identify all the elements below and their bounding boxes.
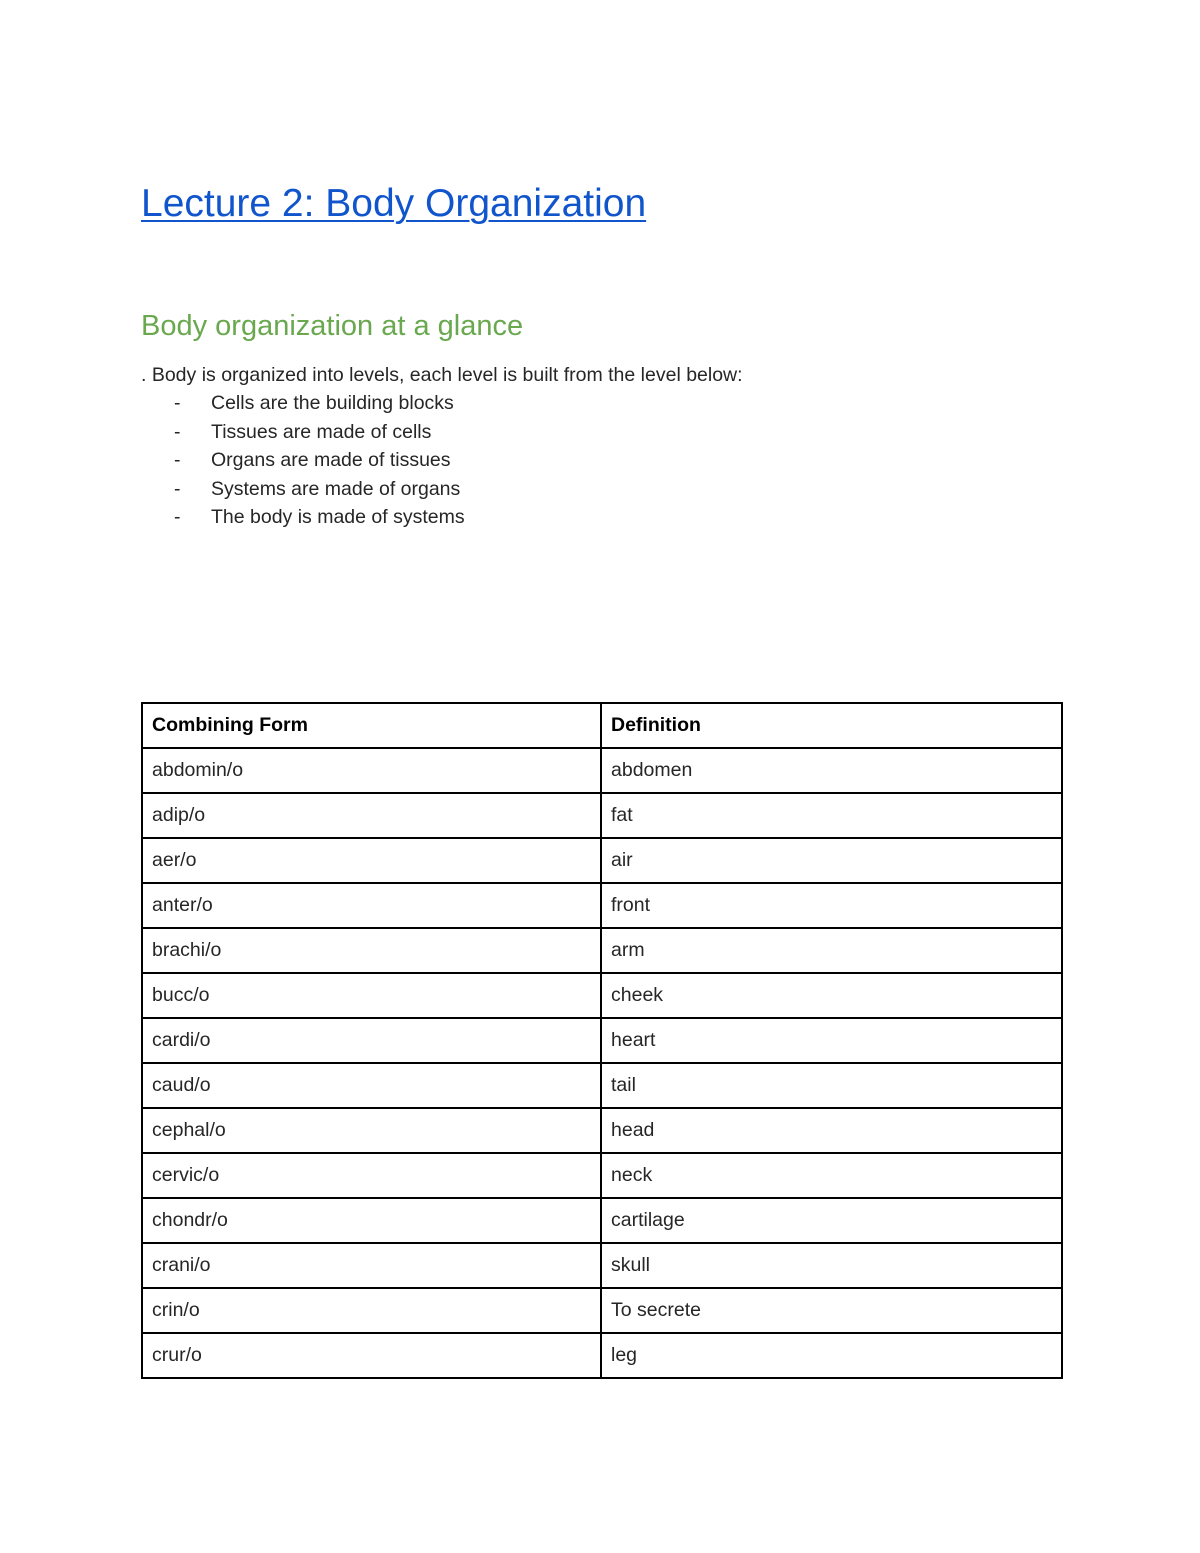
bullet-dash: - xyxy=(174,392,181,414)
list-item-text: Cells are the building blocks xyxy=(211,392,454,414)
section-heading: Body organization at a glance xyxy=(141,310,524,342)
combining-forms-table xyxy=(141,702,1063,1379)
bullet-dash: - xyxy=(174,449,181,472)
definition-cell: cartilage xyxy=(601,1198,1062,1243)
table-row xyxy=(142,748,1062,793)
definition-cell: cheek xyxy=(601,973,1062,1018)
list-item-text: Systems are made of organs xyxy=(211,477,461,500)
bullet-dash: - xyxy=(174,506,181,529)
list-item-text: The body is made of systems xyxy=(211,506,465,529)
table-row xyxy=(142,1108,1062,1153)
table-row xyxy=(142,1153,1062,1198)
combining-form-cell: cardi/o xyxy=(142,1018,601,1063)
combining-form-cell: crin/o xyxy=(142,1288,601,1333)
table-row xyxy=(142,793,1062,838)
definition-cell: neck xyxy=(601,1153,1062,1198)
combining-form-cell: brachi/o xyxy=(142,928,601,973)
table-row xyxy=(142,1063,1062,1108)
bullet-dash: - xyxy=(174,420,181,443)
definition-cell: abdomen xyxy=(601,748,1062,793)
combining-form-cell: anter/o xyxy=(142,883,601,928)
table-row xyxy=(142,973,1062,1018)
header-definition: Definition xyxy=(601,703,1062,748)
definition-cell: fat xyxy=(601,793,1062,838)
table-row xyxy=(142,928,1062,973)
header-combining-form: Combining Form xyxy=(142,703,601,748)
definition-cell: heart xyxy=(601,1018,1062,1063)
definition-cell: To secrete xyxy=(601,1288,1062,1333)
page-title[interactable]: Lecture 2: Body Organization xyxy=(141,182,647,225)
combining-form-cell: cephal/o xyxy=(142,1108,601,1153)
combining-form-cell: aer/o xyxy=(142,838,601,883)
combining-form-cell: crur/o xyxy=(142,1333,601,1378)
definition-cell: front xyxy=(601,883,1062,928)
definition-cell: head xyxy=(601,1108,1062,1153)
combining-form-cell: caud/o xyxy=(142,1063,601,1108)
definition-cell: skull xyxy=(601,1243,1062,1288)
list-item-text: Tissues are made of cells xyxy=(211,420,432,443)
definition-cell: tail xyxy=(601,1063,1062,1108)
table-header-row xyxy=(142,703,1062,748)
bullet-dash: - xyxy=(174,477,181,500)
table-row xyxy=(142,1288,1062,1333)
definition-cell: air xyxy=(601,838,1062,883)
table-row xyxy=(142,838,1062,883)
definition-cell: arm xyxy=(601,928,1062,973)
intro-paragraph: . Body is organized into levels, each level is built from the level below: xyxy=(141,364,743,386)
table-row xyxy=(142,1333,1062,1378)
table-row xyxy=(142,1243,1062,1288)
combining-form-cell: abdomin/o xyxy=(142,748,601,793)
definition-cell: leg xyxy=(601,1333,1062,1378)
table-row xyxy=(142,883,1062,928)
combining-form-cell: adip/o xyxy=(142,793,601,838)
table-row xyxy=(142,1018,1062,1063)
table-row xyxy=(142,1198,1062,1243)
combining-form-cell: chondr/o xyxy=(142,1198,601,1243)
list-item-text: Organs are made of tissues xyxy=(211,449,451,472)
combining-form-cell: crani/o xyxy=(142,1243,601,1288)
combining-form-cell: bucc/o xyxy=(142,973,601,1018)
combining-form-cell: cervic/o xyxy=(142,1153,601,1198)
